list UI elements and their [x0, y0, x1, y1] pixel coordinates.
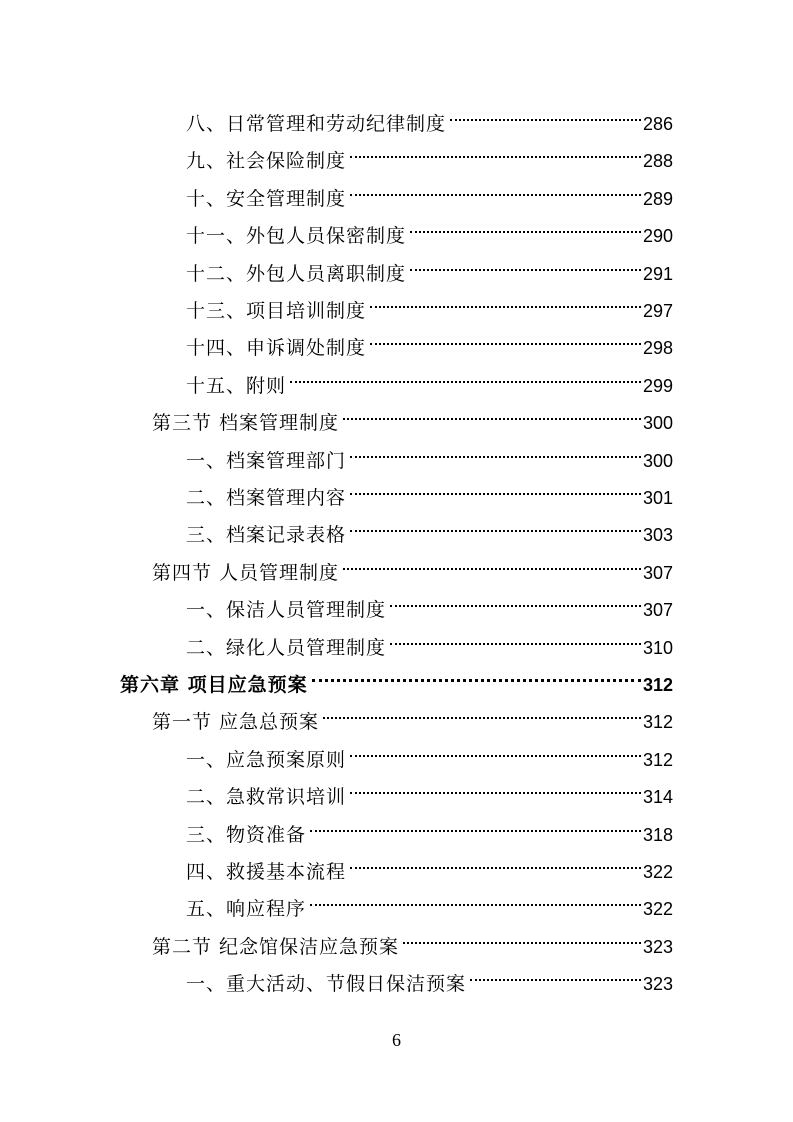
- toc-entry[interactable]: [186, 624, 673, 659]
- toc-dot-leader: [470, 960, 641, 990]
- toc-dot-leader: [343, 399, 641, 429]
- toc-entry-title: 十三、项目培训制度: [186, 300, 367, 322]
- toc-entry-page-number: 291: [642, 263, 673, 284]
- toc-entry-title: 第三节 档案管理制度: [152, 412, 340, 435]
- toc-entry-title: 九、社会保险制度: [186, 150, 347, 173]
- toc-entry-title: 二、急救常识培训: [186, 786, 347, 809]
- toc-entry-page-number: 288: [642, 151, 673, 172]
- toc-entry-title: 三、物资准备: [186, 823, 307, 846]
- toc-entry-page-number: 290: [642, 226, 673, 247]
- toc-entry[interactable]: [186, 287, 673, 322]
- toc-entry-title: 一、档案管理部门: [186, 449, 347, 472]
- toc-entry[interactable]: [186, 885, 673, 921]
- toc-entry-title: 十四、申诉调处制度: [186, 337, 367, 360]
- toc-entry-title: 二、绿化人员管理制度: [186, 636, 387, 659]
- toc-entry[interactable]: [186, 773, 673, 809]
- toc-entry[interactable]: [186, 100, 673, 135]
- toc-dot-leader: [290, 362, 641, 392]
- toc-entry-title: 第四节 人员管理制度: [152, 561, 340, 584]
- toc-entry-page-number: 318: [642, 824, 673, 845]
- toc-entry[interactable]: [186, 362, 673, 397]
- toc-entry-page-number: 314: [642, 787, 673, 808]
- toc-dot-leader: [343, 549, 641, 579]
- toc-dot-leader: [410, 212, 641, 242]
- toc-entry-page-number: 307: [642, 600, 673, 621]
- toc-entry[interactable]: [186, 437, 673, 472]
- toc-dot-leader: [370, 324, 641, 354]
- toc-entry[interactable]: [186, 736, 673, 771]
- toc-entry-title: 三、档案记录表格: [186, 524, 347, 547]
- toc-entry-title: 十一、外包人员保密制度: [186, 225, 407, 248]
- toc-entry[interactable]: [186, 324, 673, 360]
- toc-entry[interactable]: [186, 137, 673, 173]
- toc-entry-page-number: 301: [642, 488, 673, 508]
- toc-entry[interactable]: [152, 698, 673, 734]
- toc-dot-leader: [350, 773, 641, 803]
- toc-entry[interactable]: [152, 923, 673, 958]
- toc-dot-leader: [350, 511, 641, 541]
- toc-entry-page-number: 300: [642, 413, 673, 434]
- toc-entry-title: 第二节 纪念馆保洁应急预案: [152, 935, 400, 958]
- toc-entry[interactable]: [186, 960, 673, 996]
- toc-entry-page-number: 322: [642, 862, 673, 882]
- toc-entry-title: 四、救援基本流程: [186, 861, 347, 883]
- toc-dot-leader: [310, 811, 641, 841]
- toc-entry-title: 八、日常管理和劳动纪律制度: [186, 113, 447, 135]
- toc-entry-page-number: 298: [642, 338, 673, 359]
- toc-dot-leader: [390, 624, 641, 654]
- toc-entry[interactable]: [152, 399, 673, 435]
- toc-entry-title: 一、应急预案原则: [186, 748, 347, 771]
- toc-dot-leader: [350, 137, 641, 167]
- toc-entry-title: 十二、外包人员离职制度: [186, 262, 407, 285]
- toc-entry-page-number: 299: [642, 375, 673, 396]
- toc-entry[interactable]: [186, 511, 673, 547]
- toc-dot-leader: [350, 474, 641, 504]
- toc-entry-title: 十五、附则: [186, 374, 287, 397]
- toc-entry-page-number: 300: [642, 450, 673, 471]
- toc-dot-leader: [350, 736, 641, 766]
- toc-entry-page-number: 322: [642, 899, 673, 920]
- toc-entry-title: 十、安全管理制度: [186, 187, 347, 210]
- toc-dot-leader: [410, 250, 641, 280]
- toc-entry-page-number: 289: [642, 188, 673, 209]
- toc-dot-leader: [323, 698, 641, 728]
- toc-entry[interactable]: [186, 175, 673, 210]
- toc-entry[interactable]: [186, 848, 673, 883]
- toc-entry[interactable]: [186, 474, 673, 509]
- toc-entry-page-number: 312: [642, 675, 673, 695]
- toc-dot-leader: [312, 661, 641, 691]
- toc-entry[interactable]: [120, 661, 673, 696]
- toc-entry-title: 第一节 应急总预案: [152, 711, 320, 734]
- toc-entry-page-number: 303: [642, 525, 673, 546]
- toc-entry[interactable]: [152, 549, 673, 584]
- toc-dot-leader: [370, 287, 641, 317]
- toc-dot-leader: [350, 175, 641, 205]
- toc-entry-title: 第六章 项目应急预案: [120, 674, 308, 696]
- toc-dot-leader: [350, 437, 641, 467]
- toc-entry-title: 一、保洁人员管理制度: [186, 599, 387, 622]
- toc-entry-page-number: 297: [642, 301, 673, 321]
- toc-dot-leader: [310, 885, 641, 915]
- toc-entry-page-number: 323: [642, 936, 673, 957]
- toc-entry-page-number: 323: [642, 974, 673, 995]
- page-number: 6: [392, 1030, 401, 1050]
- toc-entry-page-number: 286: [642, 114, 673, 134]
- toc-entry-title: 二、档案管理内容: [186, 487, 347, 509]
- toc-entry[interactable]: [186, 212, 673, 248]
- toc-entry-page-number: 307: [642, 562, 673, 583]
- toc-entry[interactable]: [186, 586, 673, 622]
- toc-entry-title: 一、重大活动、节假日保洁预案: [186, 973, 467, 996]
- toc-dot-leader: [403, 923, 641, 953]
- toc-dot-leader: [450, 100, 641, 130]
- toc-entry[interactable]: [186, 250, 673, 285]
- toc-dot-leader: [390, 586, 641, 616]
- toc-entry-title: 五、响应程序: [186, 898, 307, 921]
- toc-entry[interactable]: [186, 811, 673, 846]
- toc-entry-page-number: 310: [642, 637, 673, 658]
- toc-dot-leader: [350, 848, 641, 878]
- toc-entry-page-number: 312: [642, 749, 673, 770]
- toc-entry-page-number: 312: [642, 712, 673, 733]
